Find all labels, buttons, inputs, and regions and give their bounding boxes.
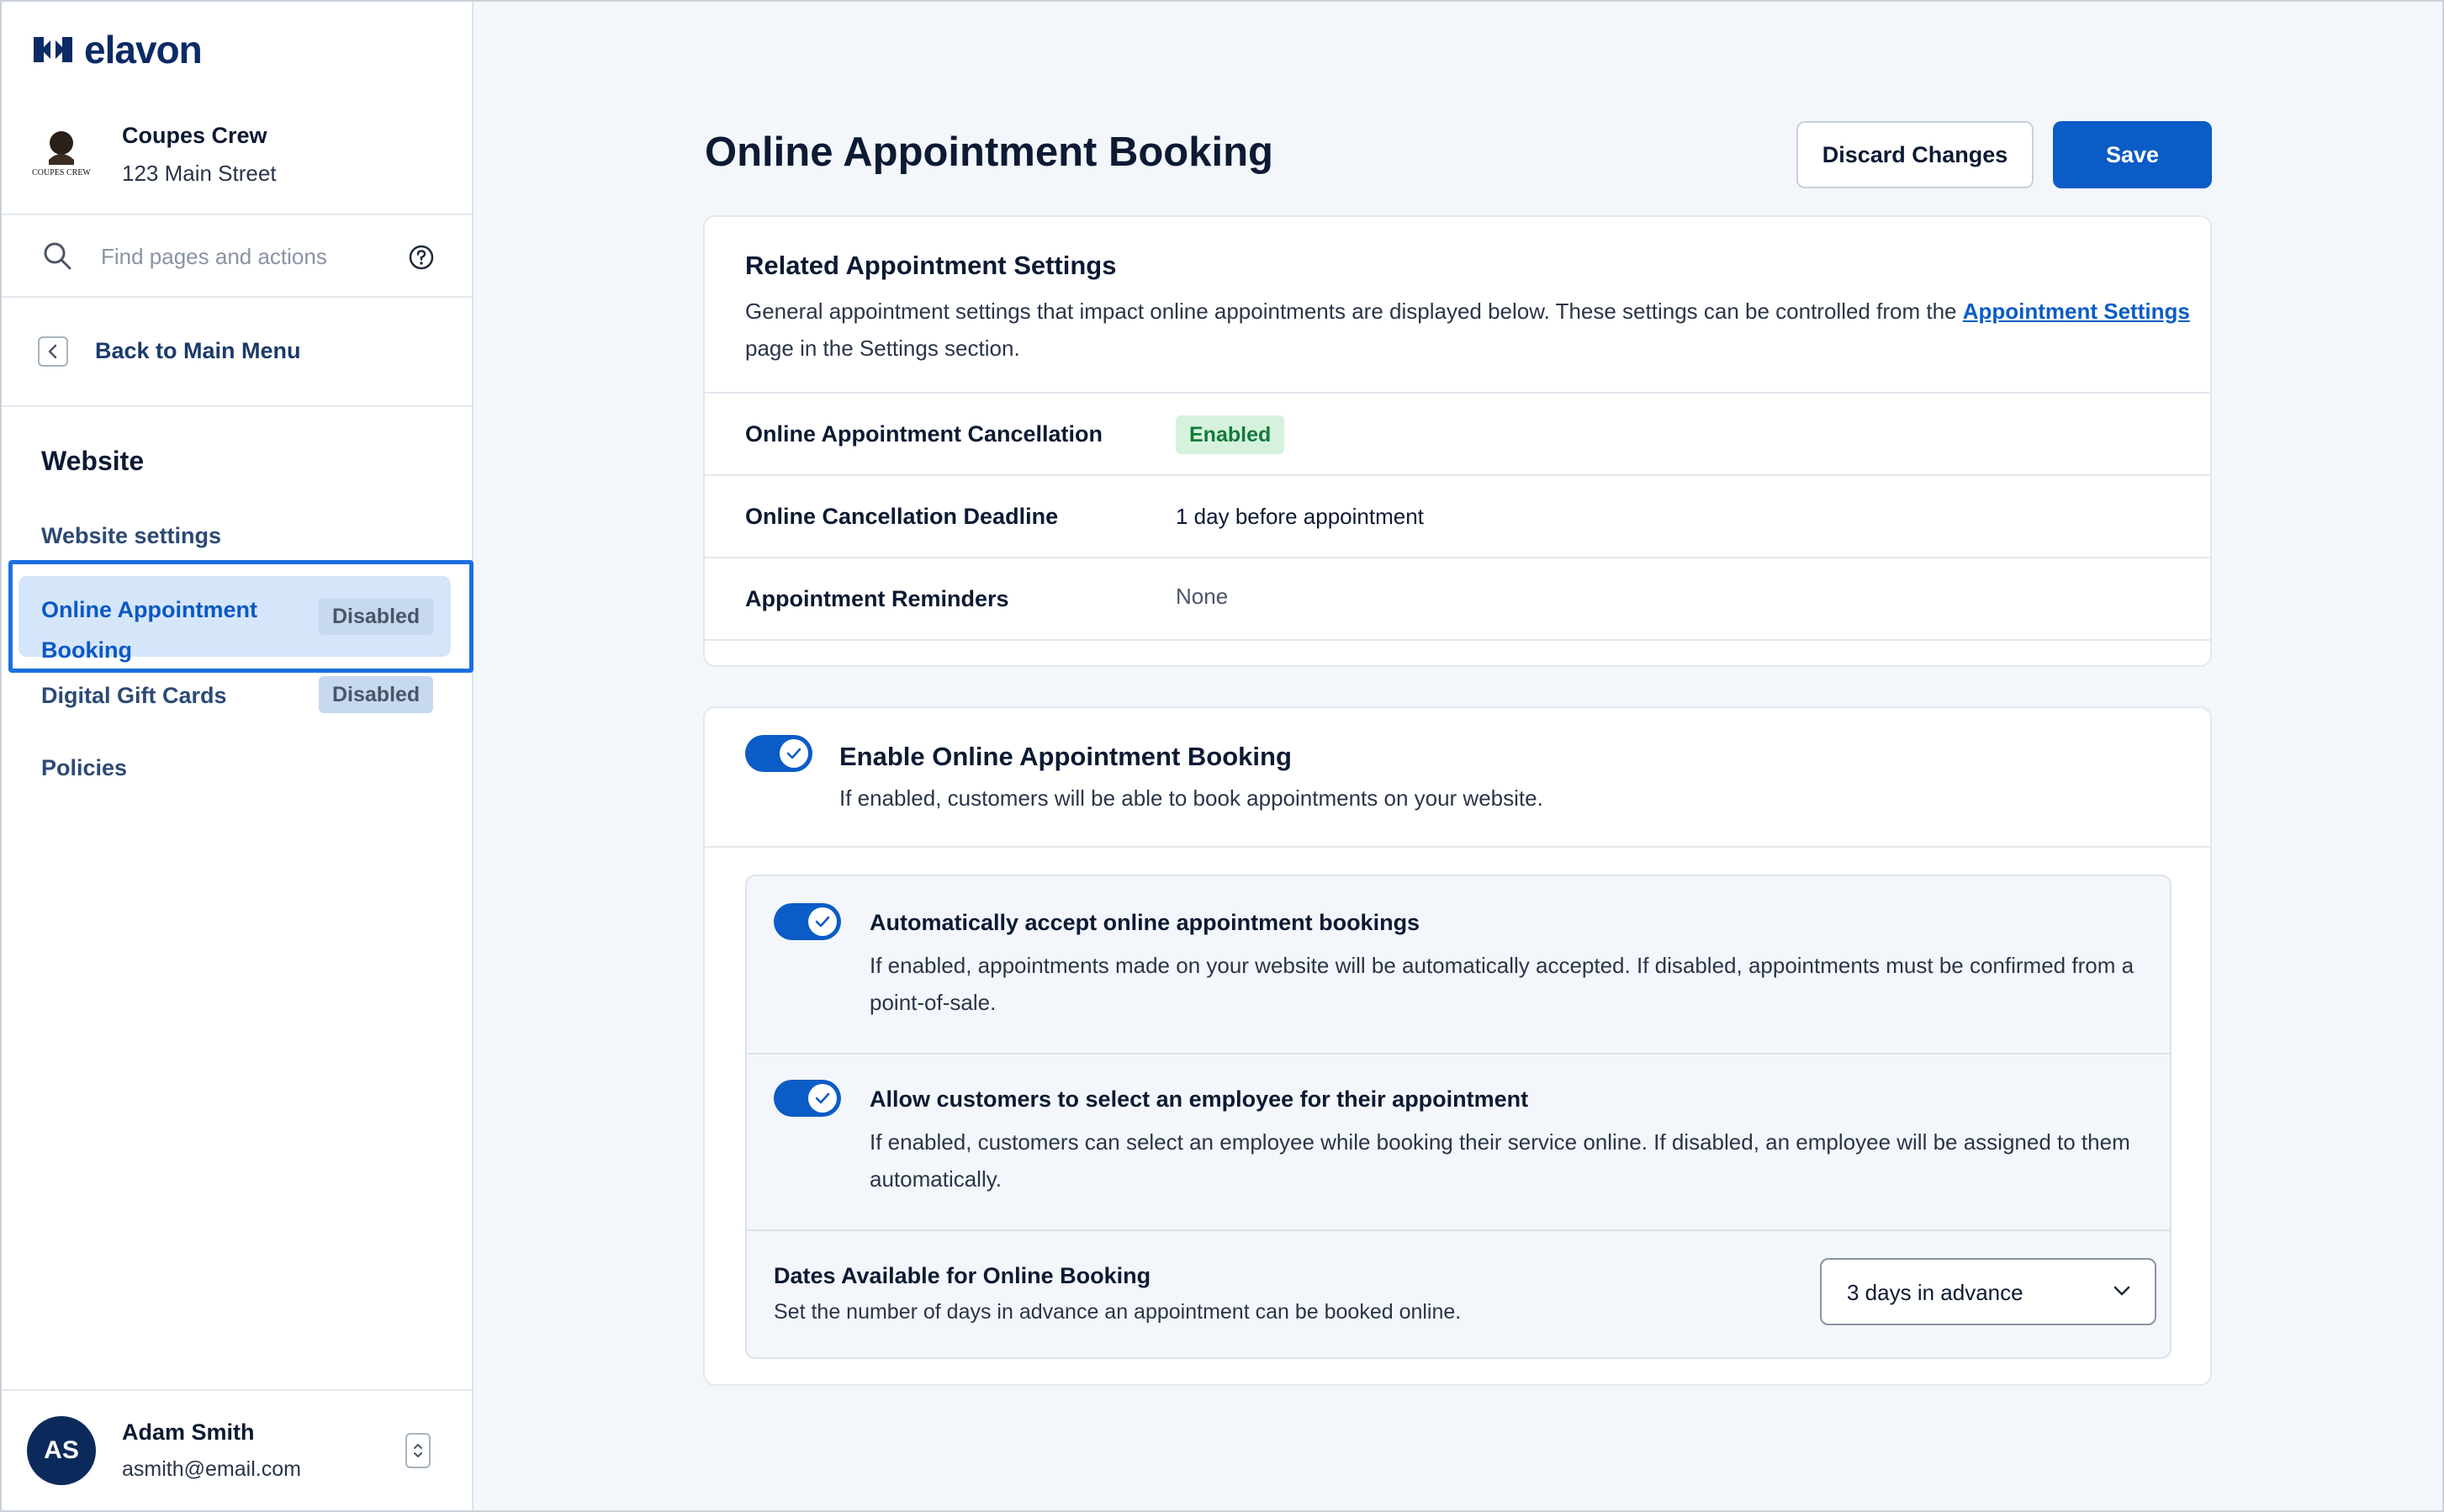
business-logo-icon <box>32 126 91 190</box>
description-text: General appointment settings that impact online appointments are displayed below. These settings can be controlled from the <box>745 299 1963 324</box>
nav-section-title: Website <box>41 446 145 476</box>
booking-options-panel <box>745 875 2172 1359</box>
user-name: Adam Smith <box>122 1419 255 1445</box>
nav-item-label: Online Appointment Booking <box>41 597 257 663</box>
status-badge: Disabled <box>319 598 433 635</box>
page-title: Online Appointment Booking <box>705 130 1273 175</box>
sidebar <box>0 0 473 1512</box>
option-description: If enabled, customers can select an employee while booking their service online. If disabled, an employee will be assigned to them automatically. <box>870 1129 2130 1192</box>
enable-booking-toggle[interactable] <box>745 735 812 772</box>
settings-row <box>705 392 2210 474</box>
avatar: AS <box>27 1416 96 1485</box>
brand-logo[interactable] <box>34 27 202 72</box>
chevron-left-icon <box>38 336 68 367</box>
user-email: asmith@email.com <box>122 1457 301 1481</box>
check-icon <box>808 907 837 936</box>
search-bar <box>0 215 472 298</box>
dates-available-select[interactable] <box>1820 1258 2156 1325</box>
enable-booking-description: If enabled, customers will be able to book appointments on your website. <box>839 785 1543 811</box>
back-to-main-menu[interactable] <box>0 298 472 407</box>
option-select-employee <box>747 1053 2170 1229</box>
divider <box>747 1229 2170 1231</box>
check-icon <box>780 739 808 768</box>
elavon-mark-icon <box>34 37 72 62</box>
select-value: 3 days in advance <box>1847 1280 2023 1305</box>
row-value: None <box>1176 584 1229 609</box>
row-label: Online Cancellation Deadline <box>745 504 1059 529</box>
row-value: 1 day before appointment <box>1176 504 1424 529</box>
nav-item-policies[interactable]: Policies <box>41 755 128 780</box>
row-divider <box>705 639 2210 664</box>
row-label: Online Appointment Cancellation <box>745 421 1103 447</box>
dates-available-description: Set the number of days in advance an appointment can be booked online. <box>774 1300 1462 1324</box>
business-name: Coupes Crew <box>122 123 267 148</box>
option-title: Allow customers to select an employee for their appointment <box>870 1086 1529 1112</box>
option-auto-accept <box>747 876 2170 1053</box>
related-settings-card <box>703 215 2212 667</box>
description-text: page in the Settings section. <box>745 336 1020 361</box>
chevron-up-down-icon[interactable] <box>405 1433 431 1468</box>
row-label: Appointment Reminders <box>745 586 1009 611</box>
save-button[interactable]: Save <box>2053 121 2212 188</box>
business-logo-text: COUPES CREW <box>32 168 91 177</box>
enable-booking-title: Enable Online Appointment Booking <box>839 742 1292 771</box>
related-settings-title: Related Appointment Settings <box>745 251 1117 280</box>
chevron-down-icon <box>2113 1285 2131 1297</box>
dates-available-title: Dates Available for Online Booking <box>774 1263 1151 1288</box>
select-employee-toggle[interactable] <box>774 1080 841 1117</box>
check-icon <box>808 1084 837 1113</box>
auto-accept-toggle[interactable] <box>774 903 841 940</box>
settings-row <box>705 474 2210 557</box>
status-badge: Disabled <box>319 676 433 713</box>
divider <box>705 846 2210 848</box>
appointment-settings-link[interactable]: Appointment Settings <box>1962 299 2190 324</box>
business-address: 123 Main Street <box>122 161 277 186</box>
settings-row <box>705 557 2210 639</box>
option-description: If enabled, appointments made on your website will be automatically accepted. If disabled, appointments must be confirmed from a point-of-sale. <box>870 953 2135 1015</box>
search-icon <box>42 241 72 271</box>
back-label: Back to Main Menu <box>95 338 301 363</box>
search-input[interactable] <box>101 241 378 272</box>
selection-highlight <box>8 560 473 673</box>
discard-changes-button[interactable]: Discard Changes <box>1796 121 2034 188</box>
option-title: Automatically accept online appointment bookings <box>870 910 1420 935</box>
help-icon[interactable] <box>408 244 435 271</box>
brand-name: elavon <box>84 28 202 71</box>
related-settings-description <box>745 293 2192 367</box>
nav-item-website-settings[interactable]: Website settings <box>41 523 222 548</box>
nav-item-digital-gift-cards[interactable]: Digital Gift Cards <box>41 683 227 708</box>
business-switcher[interactable] <box>0 101 472 215</box>
status-badge-enabled: Enabled <box>1176 415 1284 454</box>
online-booking-card <box>703 706 2212 1386</box>
user-menu[interactable] <box>0 1389 472 1512</box>
